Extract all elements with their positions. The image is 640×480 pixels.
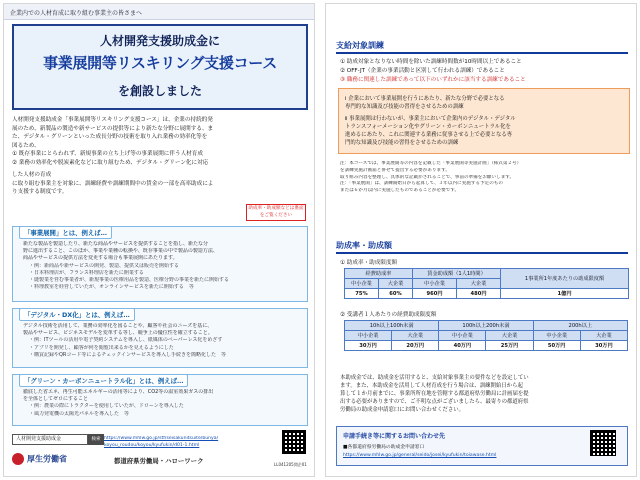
table-header: 1事業所1年度あたりの助成限度額 — [501, 269, 629, 289]
table-cell: 20万円 — [392, 341, 439, 351]
box-line: 製品やサービス、ビジネスモデルを変革する等し、競争上の優位性を確立すること。 — [23, 330, 213, 337]
left-page — [3, 3, 315, 477]
intro-line: 図るため、 — [12, 142, 40, 149]
table-subheader: 大企業 — [379, 279, 413, 289]
title-line-3: を創設しました — [117, 84, 202, 98]
right-page — [325, 3, 637, 477]
intro-text — [12, 116, 310, 212]
table-cell: 50万円 — [533, 341, 580, 351]
see-back-note: 助成率・助成額などは裏面をご覧ください — [246, 204, 306, 221]
box-title: 「デジタル・DX化」とは、例えば… — [19, 308, 135, 321]
table-cell: 30万円 — [345, 341, 392, 351]
table-header: 賃金助成額（1人1時間） — [413, 269, 501, 279]
title-line-2: 事業展開等リスキリング支援コース — [43, 54, 277, 72]
box-line: ・例：農業の際にトラクターを使用していたが、ドローンを導入した — [29, 403, 184, 410]
requirement-item: ② OFF-JT（企業の事業活動と区別して行われる訓練）であること — [340, 68, 505, 74]
box-line: ・例：新商品や新サービスの開発、製造、提供又は販売を開始する — [29, 262, 180, 269]
table-subheader: 大企業 — [392, 331, 439, 341]
box-line: 新たな製品を製造したり、新たな商品やサービスを提供することを指し、新たな分 — [23, 241, 209, 247]
table-cell: 40万円 — [439, 341, 486, 351]
contact-url-link[interactable]: https://www.mhlw.go.jp/general/seido/josei/kyufukin/toiawase.html — [343, 453, 497, 458]
training-type-line: 門的な知識及び技能の習得をさせるための訓練 — [345, 140, 459, 146]
table-header: 100h以上200h未満 — [439, 321, 533, 331]
green-carbon-box — [12, 374, 308, 426]
body-line: 本助成金では、助成金を活用すると、支給対象事業主の要件などを設定してい — [340, 375, 529, 381]
body-line: ます。また、本助成金を活用して人材育成を行う場合は、訓練開始日から起 — [340, 383, 523, 389]
box-line: 野に進出すること、このほか、事業や業種の転換や、既存事業の中で製品の製造方法、 — [23, 248, 218, 255]
url-line[interactable]: https://www.mhlw.go.jp/stf/seisakunitsuite/bunya/ — [104, 436, 219, 441]
table-subheader: 大企業 — [580, 331, 627, 341]
box-title: 「事業展開」とは、例えば… — [19, 226, 112, 239]
table-cell: 75% — [345, 289, 379, 299]
table-subheader: 中小企業 — [533, 331, 580, 341]
body-line: 労働局の助成金申請窓口にお問い合わせください。 — [340, 407, 464, 413]
box-line: ・購買記録やQRコード等によるチェックインサービスを導入し手続きを簡略化した 等 — [29, 351, 227, 358]
box-line: ・風力発電機の太陽光パネルを導入した 等 — [29, 410, 130, 417]
intro-line: ② 業務の効率化や脱炭素化などに取り組むため、デジタル・グリーン化に対応 — [12, 159, 209, 166]
box-line: デジタル技術を活用して、業務の効率化を図ることや、顧客や社会のニーズを基に、 — [23, 323, 213, 329]
qr-code-icon — [282, 430, 306, 454]
table-subheader: 大企業 — [486, 331, 533, 341]
requirement-item: ① 助成対象となりない時間を除いた訓練時間数が10時間以上であること — [340, 59, 522, 65]
contact-box — [336, 426, 628, 466]
table-subheader: 中小企業 — [439, 331, 486, 341]
table-cell: 480円 — [457, 289, 501, 299]
footer-org: 都道府県労働局・ハローワーク — [114, 457, 204, 465]
intro-line: り支援する制度です。 — [12, 189, 68, 196]
table-subheader: 大企業 — [457, 279, 501, 289]
section-title-subsidy-rates: 助成率・助成額 — [336, 241, 392, 250]
section-rule — [336, 52, 628, 54]
digital-dx-box — [12, 308, 308, 368]
leaflet-code: LL041205開企01 — [274, 462, 307, 467]
logo-text: 厚生労働省 — [27, 454, 67, 464]
training-type-line: ⅱ 事業展開は行わないが、事業主において企業内のデジタル・デジタル — [345, 116, 516, 122]
rate-label-1: ① 助成率・助成限度額 — [340, 260, 398, 266]
rate-label-2: ② 受講者１人あたりの経費助成限度額 — [340, 312, 437, 318]
table-subheader: 中小企業 — [413, 279, 457, 289]
contact-line: ■各都道府県労働局の助成金申請窓口 — [343, 445, 425, 450]
title-line-1: 人材開発支援助成金に — [99, 34, 220, 48]
box-line: ・アプリを開発し、顧客が何を閲覧出来るかを見えるようにした — [29, 344, 174, 351]
note-line: 取り組み内容を整理し、具体的な記載がされることで、事前の準備をお願いします。 — [340, 174, 515, 180]
intro-line: た、デジタル・グリーンといった成長分野の技術を取り入れ業務の効率化等を — [12, 134, 208, 141]
table-header: 経費助成率 — [345, 269, 413, 279]
training-type-line: ⅰ 企業において事業展開を行うにあたり、新たな分野で必要となる — [345, 96, 505, 102]
search-button[interactable]: 検索 — [88, 434, 104, 445]
training-type-line: トランスフォーメーション化やグリーン・カーボンニュートラル化を — [345, 124, 511, 130]
table-cell: 60% — [379, 289, 413, 299]
table-header: 10h以上100h未満 — [345, 321, 439, 331]
intro-line: 展のため、新製品の製造や新サービスの提供等により新たな分野に展開する、ま — [12, 125, 214, 132]
training-type-line: 進めるにあたり、これに関連する業務に従事させる上で必要となる専 — [345, 132, 513, 138]
contact-title: 申請手続き等に関するお問い合わせ先 — [343, 433, 446, 440]
expense-limit-table — [344, 320, 628, 351]
title-box — [12, 24, 308, 110]
box-line: 商品やサービスの提供方法を変更する場合も事業展開にあたります。 — [23, 255, 178, 262]
intro-line: ① 既存事業にとらわれず、新規事業の立ち上げ等の事業展開に伴う人材育成 — [12, 151, 203, 158]
table-header: 200h以上 — [533, 321, 627, 331]
body-line: 出する必要がありますので、ご不明な点がございましたら、最寄りの都道府県 — [340, 399, 529, 405]
notes — [340, 161, 630, 195]
table-cell: 25万円 — [486, 341, 533, 351]
logo-mark-icon — [12, 453, 24, 465]
box-line: ・料理教室を経営していたが、オンラインサービスを新たに開始する 等 — [29, 284, 194, 291]
body-line: 算して１か月前までに、事業所所在地を管轄する都道府県労働局に計画届を提 — [340, 391, 529, 397]
business-expansion-box — [12, 226, 308, 302]
table-cell: 30万円 — [580, 341, 627, 351]
table-subheader: 中小企業 — [345, 279, 379, 289]
top-band: 企業内での人材育成に取り組む事業主の皆さまへ — [4, 4, 314, 20]
box-title: 「グリーン・カーボンニュートラル化」とは、例えば… — [19, 374, 188, 387]
note-line: を訓練実施計画届と併せて提出する必要があります。 — [340, 167, 450, 173]
mhlw-url[interactable] — [104, 436, 272, 449]
subsidy-rate-table — [344, 268, 629, 299]
table-subheader: 中小企業 — [345, 331, 392, 341]
note-line: 注：本コースでは、事業展開等の内容を記載した「事業展開等実施計画」（様式第２号） — [340, 161, 522, 166]
table-cell: 1億円 — [501, 289, 629, 299]
box-line: 徹底した省エネ、再生可能エネルギーの活用等により、CO2等の温室効果ガスの排出 — [23, 389, 214, 395]
search-input[interactable]: 人材開発支援助成金 — [12, 434, 88, 445]
table-cell: 960円 — [413, 289, 457, 299]
qr-code-icon — [590, 430, 616, 456]
box-line: ・例：ITツールの活用や電子契約システムを導入し、紙媒体のペーパーレス化をめざす — [29, 337, 223, 344]
section-rule — [336, 252, 628, 254]
training-type-line: 専門的な知識及び技能の習得をさせるための訓練 — [345, 104, 464, 110]
url-line[interactable]: koyou_roudou/koyou/kyufukin/d01-1.html — [104, 442, 200, 448]
requirement-item: ③ 職務に関連した訓練であって以下のいずれかに該当する訓練であること — [340, 77, 526, 83]
section-title-eligible-training: 支給対象訓練 — [336, 41, 384, 50]
mhlw-logo — [12, 453, 100, 469]
intro-line: に取り組む事業主を対象に、訓練経費や訓練期間中の賃金の一部を高率助成によ — [12, 180, 214, 187]
note-line: または６か月以内に実施したものであることが必要です。 — [340, 188, 460, 194]
box-line: ・縫製業を営む事業者が、新規事業の医療用品を製造、医療分野の事業を新たに開始する — [29, 277, 230, 284]
intro-line: した人材の育成 — [12, 172, 52, 179]
note-line: 注：「事業展開」は、訓練開始日から起算して、３年以内に実施する予定のもの — [340, 181, 503, 187]
box-line: を全体としてゼロにすること — [23, 396, 89, 403]
training-type-box — [338, 88, 630, 154]
application-notes — [340, 374, 628, 414]
box-line: ・日本料理店が、フランス料理店を新たに開業する — [29, 269, 144, 276]
intro-line: 人材開発支援助成金「事業展開等リスキリング支援コース」は、企業の持続的発 — [12, 117, 213, 123]
